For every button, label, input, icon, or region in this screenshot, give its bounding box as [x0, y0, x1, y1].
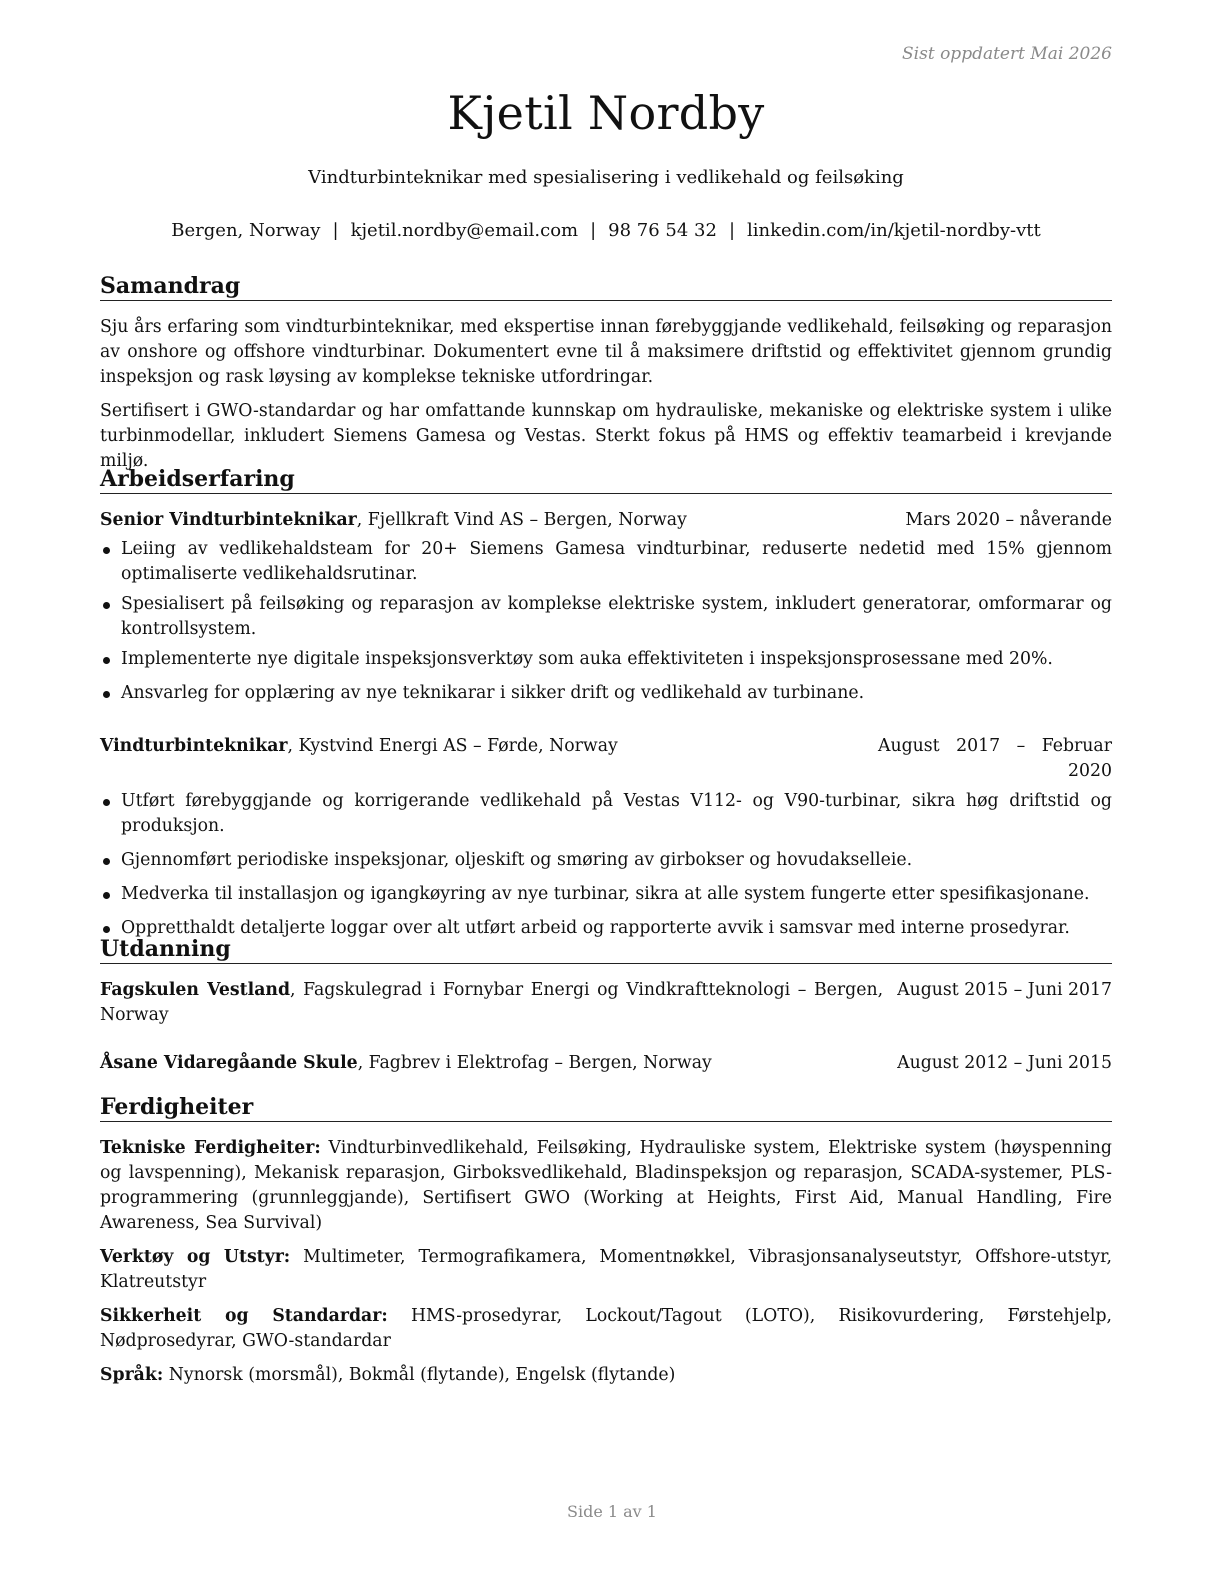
summary-paragraph: Sju års erfaring som vindturbinteknikar, med ekspertise innan førebyggjande vedlikehald, feilsøking og reparasjon av onshore og offshore vindturbinar. Dokumentert evne til å maksimere driftstid og effektivitet gjennom grundig inspeksjon og rask løysing av komplekse tekniske utfordringar. [100, 317, 1112, 387]
job-entry [100, 734, 1112, 941]
job-bullets [100, 537, 1112, 706]
job-bullet: Gjennomført periodiske inspeksjonar, oljeskift og smøring av girbokser og hovudakselleie. [100, 848, 1112, 873]
skill-group-text: Multimeter, Termografikamera, Momentnøkkel, Vibrasjonsanalyseutstyr, Offshore-utstyr, Klatreutstyr [100, 1247, 1112, 1292]
education-section [100, 935, 1112, 1076]
skill-group [100, 1245, 1112, 1295]
job-role: Vindturbinteknikar [100, 736, 288, 756]
education-school: Åsane Vidaregåande Skule [100, 1053, 358, 1073]
section-heading-skills: Ferdigheiter [100, 1093, 1112, 1122]
contact-linkedin[interactable]: linkedin.com/in/kjetil-nordby-vtt [747, 220, 1041, 241]
job-bullet: Utført førebyggjande og korrigerande vedlikehald på Vestas V112- og V90-turbinar, sikra høg driftstid og produksjon. [100, 789, 1112, 839]
job-company: , Kystvind Energi AS – Førde, Norway [287, 736, 618, 756]
skill-group [100, 1136, 1112, 1236]
resume-page [100, 0, 1112, 1584]
summary-section [100, 272, 1112, 474]
education-detail: , Fagskulegrad i Fornybar Energi og Vindkraftteknologi – Bergen, Norway [100, 980, 884, 1025]
job-bullet: Oppretthaldt detaljerte loggar over alt utført arbeid og rapporterte avvik i samsvar med interne prosedyrar. [100, 916, 1112, 941]
section-heading-experience: Arbeidserfaring [100, 465, 1112, 494]
skill-group-label: Tekniske Ferdigheiter: [100, 1138, 321, 1158]
section-heading-education: Utdanning [100, 935, 1112, 964]
skills-section [100, 1093, 1112, 1388]
summary-paragraph: Sertifisert i GWO-standardar og har omfattande kunnskap om hydrauliske, mekaniske og elektriske system i ulike turbinmodellar, inkludert Siemens Gamesa og Vestas. Sterkt fokus på HMS og effektiv teamarbeid i krevjande miljø. [100, 401, 1112, 471]
job-company: , Fjellkraft Vind AS – Bergen, Norway [356, 510, 687, 530]
job-bullets [100, 789, 1112, 941]
job-dates: Mars 2020 – nåverande [905, 510, 1112, 530]
education-dates: August 2012 – Juni 2015 [897, 1053, 1112, 1073]
contact-line [100, 220, 1112, 241]
candidate-name: Kjetil Nordby [447, 86, 765, 140]
education-detail: , Fagbrev i Elektrofag – Bergen, Norway [357, 1053, 712, 1073]
job-header [100, 734, 1112, 784]
job-bullet: Leiing av vedlikehaldsteam for 20+ Siemens Gamesa vindturbinar, reduserte nedetid med 15% gjennom optimaliserte vedlikehaldsrutinar. [100, 537, 1112, 587]
education-entry [100, 1051, 1112, 1076]
contact-location: Bergen, Norway [171, 220, 321, 241]
job-bullet: Ansvarleg for opplæring av nye teknikarar i sikker drift og vedlikehald av turbinane. [100, 681, 1112, 706]
last-updated: Sist oppdatert Mai 2026 [902, 44, 1112, 64]
skill-group-label: Verktøy og Utstyr: [100, 1247, 291, 1267]
skill-group-label: Språk: [100, 1365, 164, 1385]
education-entry [100, 978, 1112, 1028]
skill-group [100, 1304, 1112, 1354]
job-bullet: Spesialisert på feilsøking og reparasjon av komplekse elektriske system, inkludert generatorar, omformarar og kontrollsystem. [100, 592, 1112, 642]
skill-group [100, 1363, 1112, 1388]
job-bullet: Medverka til installasjon og igangkøyring av nye turbinar, sikra at alle system fungerte etter spesifikasjonane. [100, 882, 1112, 907]
skill-group-text: HMS-prosedyrar, Lockout/Tagout (LOTO), Risikovurdering, Førstehjelp, Nødprosedyrar, GWO-standardar [100, 1306, 1113, 1351]
job-dates: August 2017 – Februar 2020 [878, 736, 1112, 781]
job-role: Senior Vindturbinteknikar [100, 510, 357, 530]
job-entry [100, 508, 1112, 706]
contact-email[interactable]: kjetil.nordby@email.com [350, 220, 579, 241]
page-number: Side 1 av 1 [567, 1502, 657, 1521]
education-school: Fagskulen Vestland [100, 980, 291, 1000]
section-heading-summary: Samandrag [100, 272, 1112, 301]
contact-separator: | [332, 220, 339, 241]
contact-phone: 98 76 54 32 [608, 220, 717, 241]
contact-separator: | [590, 220, 597, 241]
contact-separator: | [728, 220, 736, 241]
job-header [100, 508, 1112, 533]
experience-section [100, 465, 1112, 941]
education-dates: August 2015 – Juni 2017 [897, 980, 1112, 1000]
candidate-headline: Vindturbinteknikar med spesialisering i vedlikehald og feilsøking [308, 167, 904, 188]
skill-group-text: Vindturbinvedlikehald, Feilsøking, Hydrauliske system, Elektriske system (høyspenning og lavspenning), Mekanisk reparasjon, Girboksvedlikehald, Bladinspeksjon og reparasjon, SCADA-systemer, PLS-programmering (grunnleggjande), Sertifisert GWO (Working at Heights, First Aid, Manual Handling, Fire Awareness, Sea Survival) [100, 1138, 1112, 1233]
skill-group-label: Sikkerheit og Standardar: [100, 1306, 388, 1326]
skill-group-text: Nynorsk (morsmål), Bokmål (flytande), Engelsk (flytande) [163, 1365, 676, 1385]
job-bullet: Implementerte nye digitale inspeksjonsverktøy som auka effektiviteten i inspeksjonsprosessane med 20%. [100, 647, 1112, 672]
